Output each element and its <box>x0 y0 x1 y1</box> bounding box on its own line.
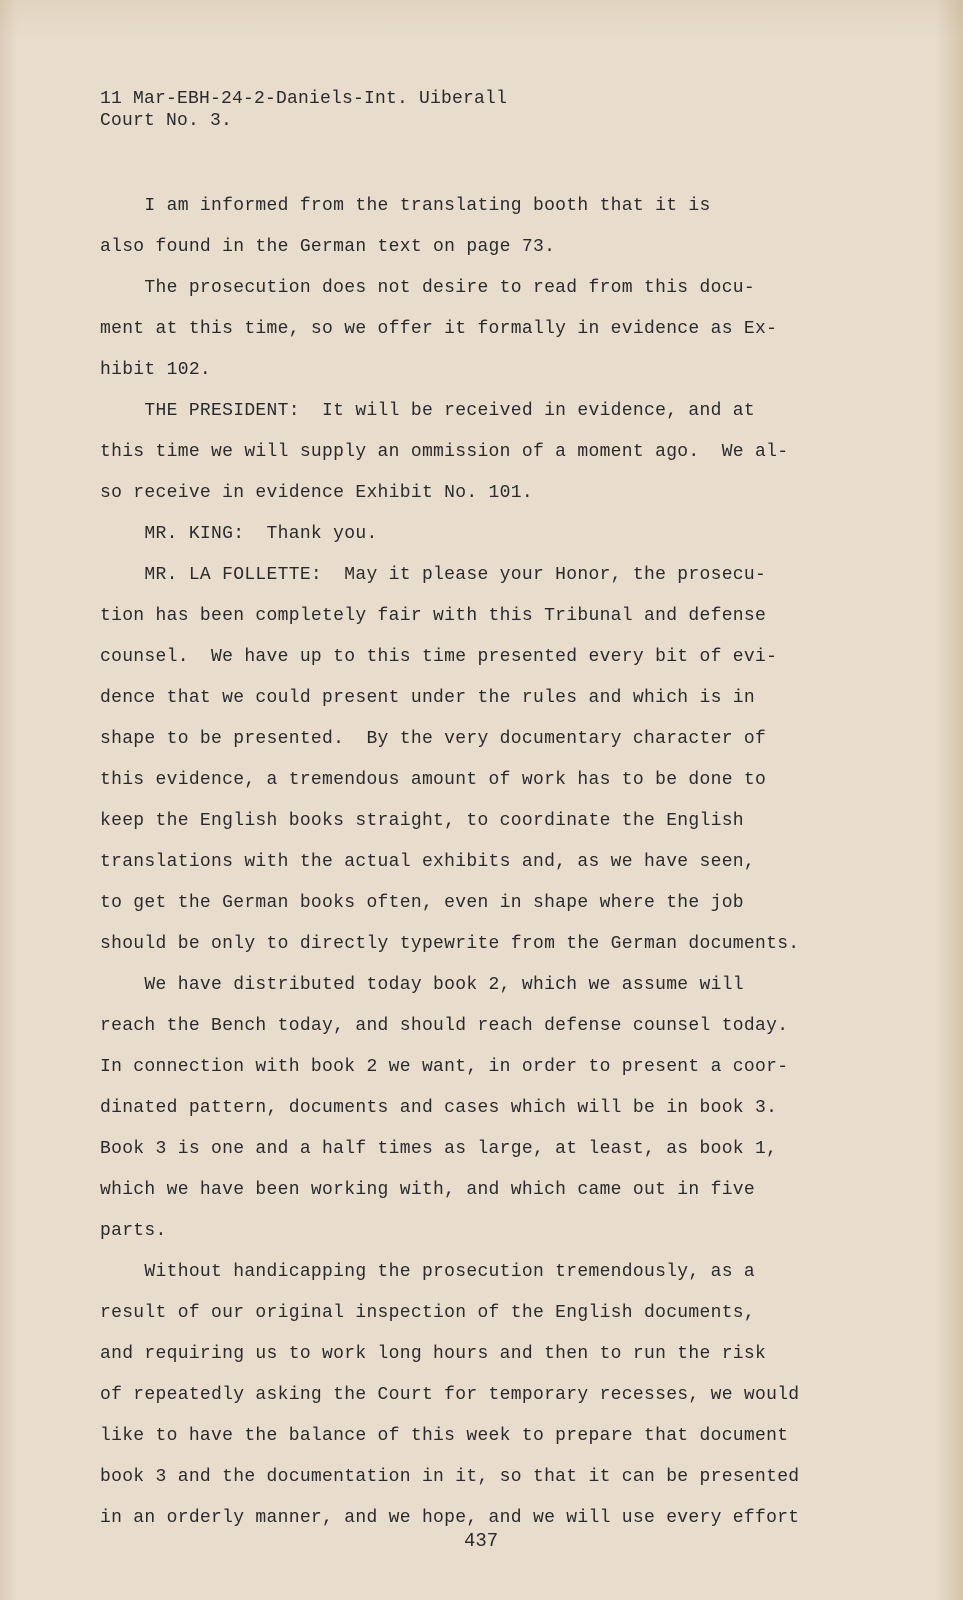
text-line: in an orderly manner, and we hope, and we will use every effort <box>100 1508 800 1528</box>
text-line: book 3 and the documentation in it, so that it can be presented <box>100 1467 800 1487</box>
text-line: this evidence, a tremendous amount of work has to be done to <box>100 770 767 790</box>
text-line: shape to be presented. By the very documentary character of <box>100 729 767 749</box>
text-line: reach the Bench today, and should reach defense counsel today. <box>100 1016 789 1036</box>
text-line: and requiring us to work long hours and then to run the risk <box>100 1344 767 1364</box>
text-line: ment at this time, so we offer it formally in evidence as Ex- <box>100 319 778 339</box>
text-line: parts. <box>100 1221 167 1241</box>
text-line: counsel. We have up to this time presented every bit of evi- <box>100 647 778 667</box>
header-reference: 11 Mar-EBH-24-2-Daniels-Int. Uiberall <box>100 89 508 109</box>
text-line: keep the English books straight, to coordinate the English <box>100 811 744 831</box>
text-line: In connection with book 2 we want, in order to present a coor- <box>100 1057 789 1077</box>
page-number: 437 <box>464 1530 499 1552</box>
text-line: I am informed from the translating booth that it is <box>100 196 711 216</box>
text-line: so receive in evidence Exhibit No. 101. <box>100 483 533 503</box>
text-line: which we have been working with, and which came out in five <box>100 1180 756 1200</box>
text-line: translations with the actual exhibits and, as we have seen, <box>100 852 756 872</box>
text-line: this time we will supply an ommission of a moment ago. We al- <box>100 442 789 462</box>
transcript-body <box>100 186 890 1539</box>
text-line: Without handicapping the prosecution tremendously, as a <box>100 1262 756 1282</box>
document-header <box>100 88 507 132</box>
header-court: Court No. 3. <box>100 111 233 131</box>
text-line: like to have the balance of this week to prepare that document <box>100 1426 789 1446</box>
text-line: to get the German books often, even in shape where the job <box>100 893 744 913</box>
text-line: also found in the German text on page 73. <box>100 237 556 257</box>
text-line: tion has been completely fair with this Tribunal and defense <box>100 606 767 626</box>
text-line: result of our original inspection of the English documents, <box>100 1303 756 1323</box>
text-line: MR. LA FOLLETTE: May it please your Honor, the prosecu- <box>100 565 767 585</box>
text-line: dence that we could present under the rules and which is in <box>100 688 756 708</box>
text-line: Book 3 is one and a half times as large, at least, as book 1, <box>100 1139 778 1159</box>
text-line: dinated pattern, documents and cases which will be in book 3. <box>100 1098 778 1118</box>
text-line: THE PRESIDENT: It will be received in evidence, and at <box>100 401 756 421</box>
text-line: We have distributed today book 2, which we assume will <box>100 975 744 995</box>
text-line: MR. KING: Thank you. <box>100 524 378 544</box>
text-line: The prosecution does not desire to read from this docu- <box>100 278 756 298</box>
text-line: of repeatedly asking the Court for temporary recesses, we would <box>100 1385 800 1405</box>
text-line: should be only to directly typewrite from the German documents. <box>100 934 800 954</box>
text-line: hibit 102. <box>100 360 212 380</box>
